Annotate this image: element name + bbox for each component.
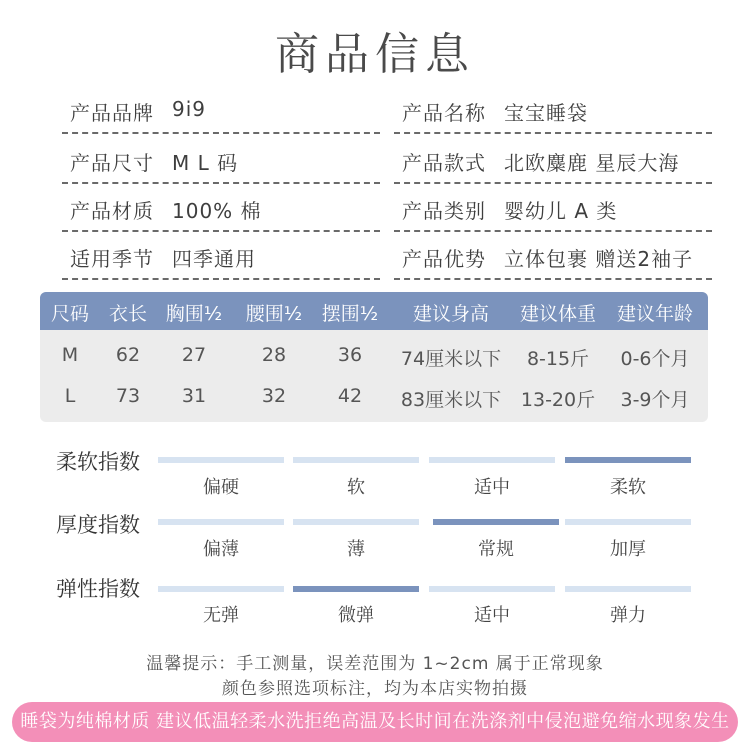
index-label: 弹性指数 bbox=[56, 577, 140, 601]
table-header-cell: 建议身高 bbox=[412, 303, 490, 325]
spec-grid bbox=[62, 88, 712, 284]
index-bar-segment bbox=[158, 586, 284, 592]
table-cell: 3-9个月 bbox=[620, 389, 690, 411]
size-table bbox=[40, 292, 708, 422]
spec-item-advantage bbox=[394, 234, 712, 280]
index-option: 适中 bbox=[474, 605, 510, 626]
note-line: 颜色参照选项标注，均为本店实物拍摄 bbox=[222, 679, 528, 699]
spec-label: 产品材质 bbox=[70, 199, 154, 223]
index-option: 软 bbox=[347, 477, 365, 498]
index-bar-segment bbox=[429, 586, 555, 592]
index-bar-segment bbox=[433, 519, 559, 525]
index-bar-segment bbox=[293, 457, 419, 463]
spec-item-name bbox=[394, 88, 712, 134]
table-cell: 83厘米以下 bbox=[400, 389, 502, 411]
index-bar-segment bbox=[293, 519, 419, 525]
spec-value: 100% 棉 bbox=[172, 199, 262, 223]
index-bar-segment bbox=[565, 457, 691, 463]
spec-item-category bbox=[394, 186, 712, 232]
table-cell: 13-20斤 bbox=[520, 389, 596, 411]
table-cell: M bbox=[61, 344, 79, 366]
index-bar-segment bbox=[565, 519, 691, 525]
table-header-cell: 衣长 bbox=[108, 303, 148, 325]
table-cell: 31 bbox=[181, 385, 207, 407]
spec-label: 产品名称 bbox=[402, 101, 486, 125]
page-title: 商品信息 bbox=[275, 29, 475, 80]
table-cell: 32 bbox=[261, 385, 287, 407]
table-cell: 0-6个月 bbox=[620, 348, 690, 370]
spec-value: M L 码 bbox=[172, 151, 239, 175]
index-bar-segment bbox=[429, 457, 555, 463]
table-header-cell: 摆围½ bbox=[321, 303, 379, 325]
table-header-cell: 建议年龄 bbox=[616, 303, 694, 325]
table-cell: L bbox=[64, 385, 76, 407]
table-cell: 73 bbox=[115, 385, 141, 407]
table-cell: 28 bbox=[261, 344, 287, 366]
table-header-cell: 建议体重 bbox=[519, 303, 597, 325]
spec-label: 产品款式 bbox=[402, 151, 486, 175]
index-option: 偏薄 bbox=[203, 539, 239, 560]
spec-label: 产品类别 bbox=[402, 199, 486, 223]
index-label: 柔软指数 bbox=[56, 450, 140, 474]
spec-item-brand bbox=[62, 88, 380, 134]
spec-value: 立体包裹 赠送2袖子 bbox=[504, 247, 694, 271]
spec-value: 9i9 bbox=[172, 97, 207, 121]
size-table-header bbox=[40, 292, 708, 330]
table-cell: 27 bbox=[181, 344, 207, 366]
index-option: 薄 bbox=[347, 539, 365, 560]
index-bar-segment bbox=[565, 586, 691, 592]
table-cell: 74厘米以下 bbox=[400, 348, 502, 370]
note-line: 温馨提示：手工测量，误差范围为 1~2cm 属于正常现象 bbox=[146, 654, 604, 674]
spec-value: 婴幼儿 A 类 bbox=[504, 199, 618, 223]
index-bar-segment bbox=[158, 457, 284, 463]
table-header-cell: 胸围½ bbox=[165, 303, 223, 325]
index-option: 加厚 bbox=[610, 539, 646, 560]
spec-value: 宝宝睡袋 bbox=[504, 101, 588, 125]
table-header-cell: 尺码 bbox=[50, 303, 90, 325]
index-bar-segment bbox=[158, 519, 284, 525]
spec-item-season bbox=[62, 234, 380, 280]
index-option: 微弹 bbox=[338, 605, 374, 626]
index-option: 常规 bbox=[478, 539, 514, 560]
index-option: 偏硬 bbox=[203, 477, 239, 498]
spec-value: 四季通用 bbox=[172, 247, 256, 271]
spec-item-material bbox=[62, 186, 380, 232]
table-cell: 8-15斤 bbox=[526, 348, 590, 370]
index-option: 柔软 bbox=[610, 477, 646, 498]
spec-item-style bbox=[394, 138, 712, 184]
spec-label: 产品优势 bbox=[402, 247, 486, 271]
care-banner: 睡袋为纯棉材质 建议低温轻柔水洗拒绝高温及长时间在洗涤剂中侵泡避免缩水现象发生 bbox=[12, 702, 738, 742]
table-cell: 36 bbox=[337, 344, 363, 366]
table-header-cell: 腰围½ bbox=[245, 303, 303, 325]
spec-label: 产品尺寸 bbox=[70, 151, 154, 175]
spec-label: 适用季节 bbox=[70, 247, 154, 271]
index-option: 弹力 bbox=[610, 605, 646, 626]
index-bar-segment bbox=[293, 586, 419, 592]
spec-value: 北欧麋鹿 星辰大海 bbox=[504, 151, 680, 175]
table-cell: 42 bbox=[337, 385, 363, 407]
index-label: 厚度指数 bbox=[56, 513, 140, 537]
index-option: 适中 bbox=[474, 477, 510, 498]
index-option: 无弹 bbox=[203, 605, 239, 626]
spec-item-size bbox=[62, 138, 380, 184]
table-cell: 62 bbox=[115, 344, 141, 366]
spec-label: 产品品牌 bbox=[70, 101, 154, 125]
